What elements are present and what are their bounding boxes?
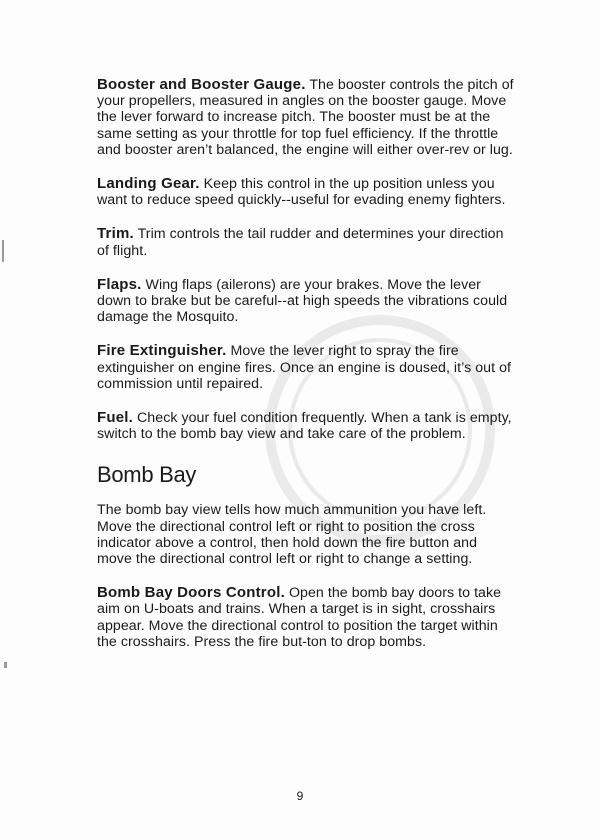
term-heading: Landing Gear. (97, 175, 200, 193)
paragraph-text: Check your fuel condition frequently. When a tank is empty, switch to the bomb bay view and take care of the problem. (97, 410, 512, 443)
paragraph-text: Wing flaps (ailerons) are your brakes. Move the lever down to brake but be careful--at high speeds the vibrations could damage the Mosquito. (97, 276, 508, 326)
control-paragraph (97, 585, 515, 650)
term-heading: Bomb Bay Doors Control. (97, 584, 285, 602)
page-number: 9 (296, 789, 304, 803)
control-paragraph (97, 176, 515, 208)
paragraph-text: Trim controls the tail rudder and determines your direction of flight. (97, 226, 504, 259)
term-heading: Fuel. (97, 409, 134, 427)
paragraph-text: Open the bomb bay doors to take aim on U-boats and trains. When a target is in sight, crosshairs appear. Move the directional control to position the target within the crosshairs. Press the fire but-ton to drop bombs. (97, 585, 502, 650)
term-heading: Flaps. (97, 275, 142, 293)
control-paragraph (97, 410, 515, 442)
term-heading: Trim. (97, 225, 134, 243)
control-paragraph (97, 343, 515, 392)
section-heading: Bomb Bay (97, 462, 197, 488)
control-paragraph (97, 277, 515, 326)
term-heading: Booster and Booster Gauge. (97, 76, 306, 93)
term-heading: Fire Extinguisher. (97, 342, 227, 360)
control-paragraph (97, 226, 515, 258)
section-intro: The bomb bay view tells how much ammunition you have left. Move the directional control left or right to position the cross indicator above a control, then hold down the fire button and move the directional control left or right to change a setting. (97, 502, 487, 568)
paragraph-text: The booster controls the pitch of your propellers, measured in angles on the booster gauge. Move the lever forward to increase pitch. The booster must be at the same setting as your throttle for top fuel efficiency. If the throttle and booster aren’t balanced, the engine will either over-rev or lug. (97, 77, 514, 158)
page-content (97, 77, 515, 668)
control-paragraph (97, 77, 515, 158)
paragraph-text: Move the lever right to spray the fire extinguisher on engine fires. Once an engine is doused, it’s out of commission until repaired. (97, 343, 512, 392)
margin-mark (4, 662, 7, 668)
paragraph-text: Keep this control in the up position unless you want to reduce speed quickly--useful for evading enemy fighters. (97, 176, 506, 209)
margin-mark (2, 240, 4, 262)
